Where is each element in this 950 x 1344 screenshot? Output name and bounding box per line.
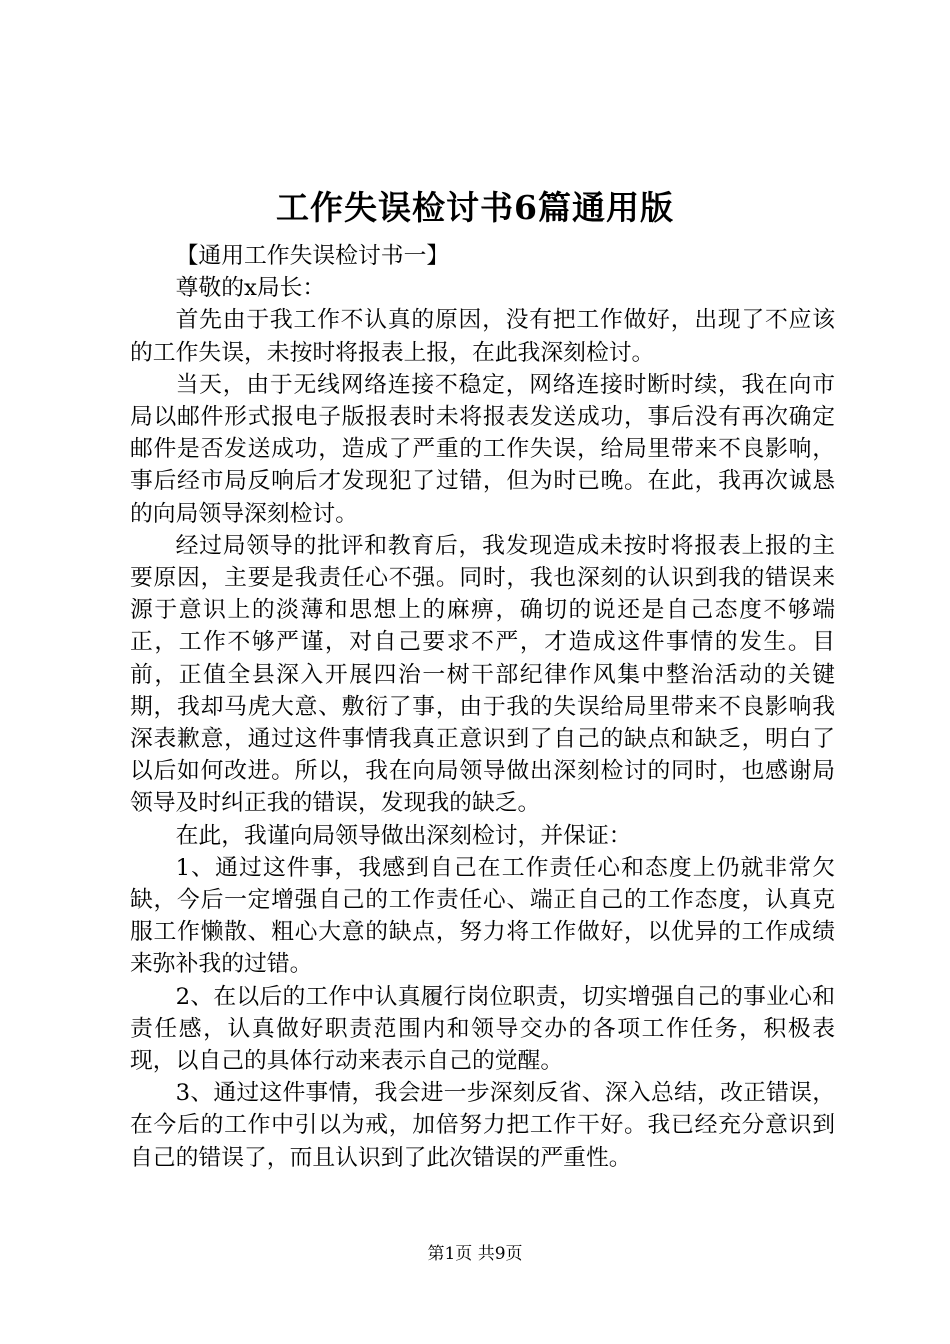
paragraph: 当天，由于无线网络连接不稳定，网络连接时断时续，我在向市局以邮件形式报电子版报表时未将报表发送成功，事后没有再次确定邮件是否发送成功，造成了严重的工作失误，给局里带来不良影响，事后经市局反响后才发现犯了过错，但为时已晚。在此，我再次诚恳的向局领导深刻检讨。 (130, 371, 835, 527)
page-number-footer: 第1页 共9页 (427, 1244, 523, 1264)
salutation: 尊敬的x局长： (175, 275, 326, 302)
document-title: 工作失误检讨书6篇通用版 (276, 188, 674, 227)
section-heading: 【通用工作失误检讨书一】 (175, 243, 450, 269)
paragraph: 经过局领导的批评和教育后，我发现造成未按时将报表上报的主要原因，主要是我责任心不强。同时，我也深刻的认识到我的错误来源于意识上的淡薄和思想上的麻痹，确切的说还是自己态度不够端正，工作不够严谨，对自己要求不严，才造成这件事情的发生。目前，正值全县深入开展四治一树干部纪律作风集中整治活动的关键期，我却马虎大意、敷衍了事，由于我的失误给局里带来不良影响我深表歉意，通过这件事情我真正意识到了自己的缺点和缺乏，明白了以后如何改进。所以，我在向局领导做出深刻检讨的同时，也感谢局领导及时纠正我的错误，发现我的缺乏。 (130, 532, 835, 817)
pledge-item-3: 3、通过这件事情，我会进一步深刻反省、深入总结，改正错误，在今后的工作中引以为戒，加倍努力把工作干好。我已经充分意识到自己的错误了，而且认识到了此次错误的严重性。 (130, 1080, 835, 1171)
paragraph: 首先由于我工作不认真的原因，没有把工作做好，出现了不应该的工作失误，未按时将报表上报，在此我深刻检讨。 (130, 307, 835, 366)
document-body (130, 240, 835, 1174)
pledge-item-1: 1、通过这件事，我感到自己在工作责任心和态度上仍就非常欠缺，今后一定增强自己的工作责任心、端正自己的工作态度，认真克服工作懒散、粗心大意的缺点，努力将工作做好，以优异的工作成绩来弥补我的过错。 (130, 854, 835, 978)
paragraph: 在此，我谨向局领导做出深刻检讨，并保证： (175, 822, 632, 849)
pledge-item-2: 2、在以后的工作中认真履行岗位职责，切实增强自己的事业心和责任感，认真做好职责范围内和领导交办的各项工作任务，积极表现，以自己的具体行动来表示自己的觉醒。 (130, 983, 835, 1075)
